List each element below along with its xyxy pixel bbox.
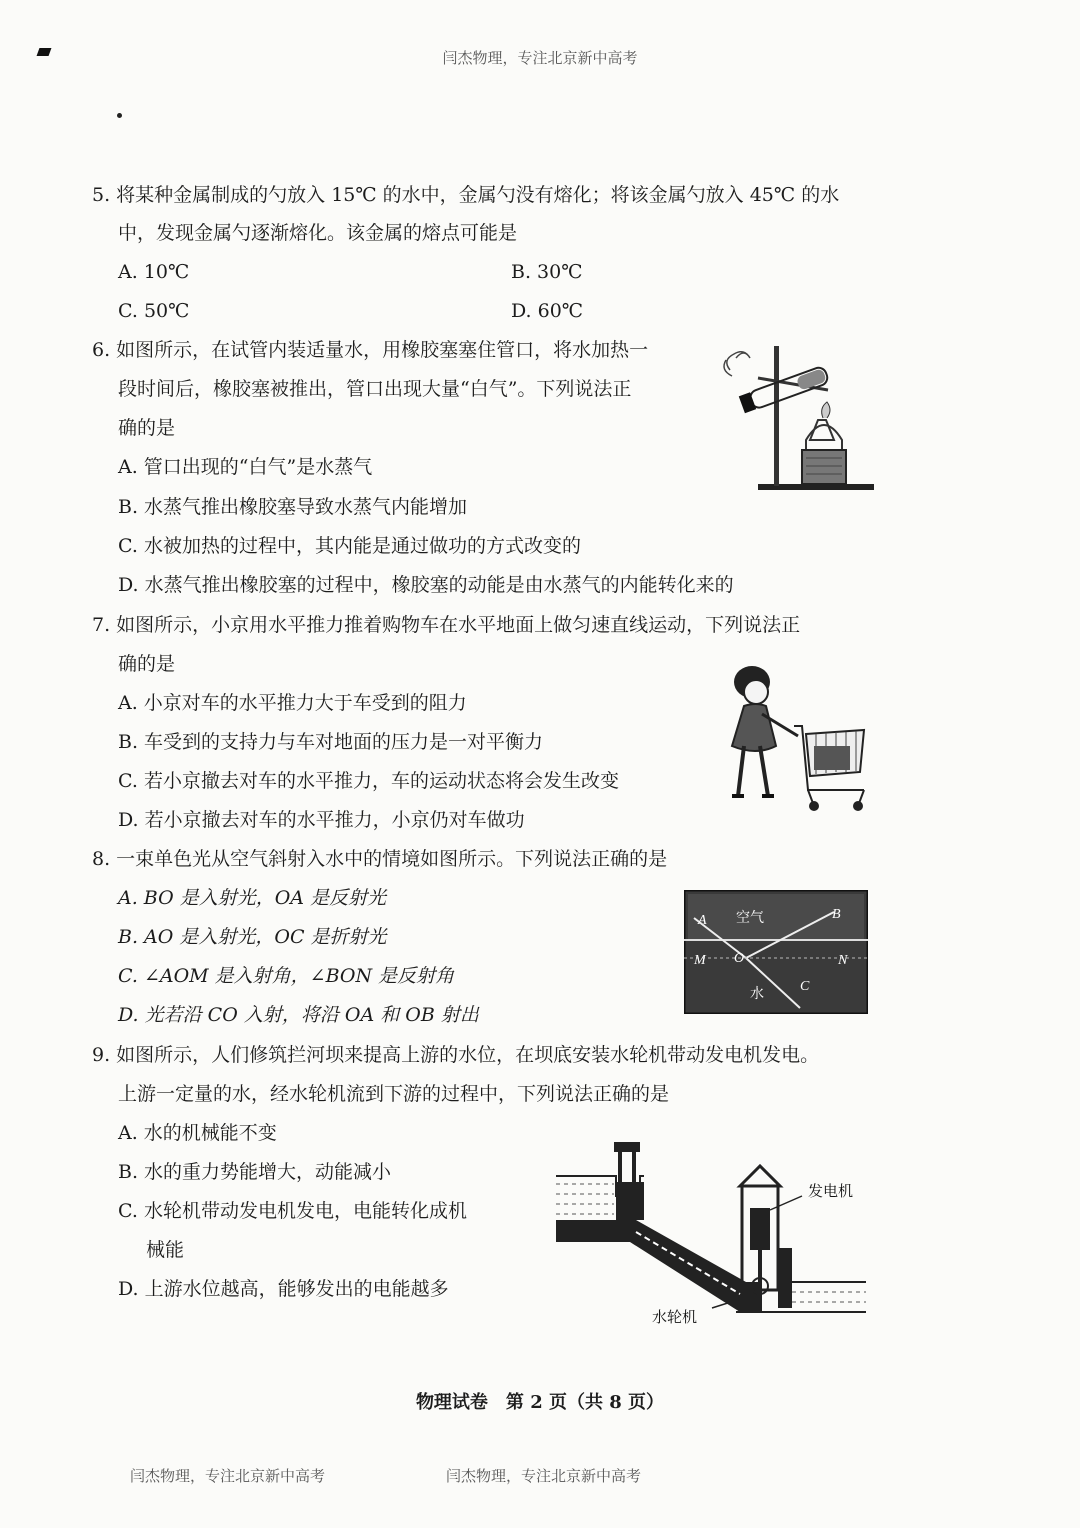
label-n: N — [838, 953, 848, 968]
q5-line2: 中，发现金属勺逐渐熔化。该金属的熔点可能是 — [118, 222, 518, 244]
label-m: M — [694, 953, 706, 968]
label-water: 水 — [750, 986, 764, 1002]
label-a: A — [698, 913, 707, 928]
watermark-left: 闫杰物理，专注北京新中高考 — [130, 1467, 326, 1485]
q5-option-a: A. 10℃ — [118, 261, 190, 283]
q9-line1: 9. 如图所示，人们修筑拦河坝来提高上游的水位，在坝底安装水轮机带动发电机发电。 — [92, 1044, 820, 1066]
scan-dot — [117, 113, 122, 118]
q6-option-a: A. 管口出现的“白气”是水蒸气 — [118, 456, 373, 478]
q5-option-b: B. 30℃ — [511, 261, 583, 283]
q8-line1: 8. 一束单色光从空气斜射入水中的情境如图所示。下列说法正确的是 — [92, 848, 668, 870]
q9-option-c-cont: 械能 — [146, 1239, 185, 1261]
label-turbine: 水轮机 — [652, 1308, 698, 1326]
q6-line2: 段时间后，橡胶塞被推出，管口出现大量“白气”。下列说法正 — [118, 378, 632, 400]
q7-option-b: B. 车受到的支持力与车对地面的压力是一对平衡力 — [118, 731, 544, 753]
test-tube-figure — [718, 340, 878, 492]
q6-option-b: B. 水蒸气推出橡胶塞导致水蒸气内能增加 — [118, 496, 468, 518]
shopping-cart-figure — [722, 660, 872, 818]
q9-option-c: C. 水轮机带动发电机发电，电能转化成机 — [118, 1200, 467, 1222]
label-o: O — [734, 951, 745, 966]
q8-option-b: B. AO 是入射光，OC 是折射光 — [118, 926, 387, 948]
q8-option-a: A. BO 是入射光，OA 是反射光 — [118, 887, 387, 909]
q6-line1: 6. 如图所示，在试管内装适量水，用橡胶塞塞住管口，将水加热一 — [92, 339, 649, 361]
q9-option-d: D. 上游水位越高，能够发出的电能越多 — [118, 1278, 449, 1300]
label-c: C — [800, 979, 810, 994]
q9-option-a: A. 水的机械能不变 — [118, 1122, 277, 1144]
q7-line2: 确的是 — [118, 653, 176, 675]
q8-option-c: C. ∠AOM 是入射角，∠BON 是反射角 — [118, 965, 455, 987]
refraction-figure — [684, 890, 868, 1014]
q7-line1: 7. 如图所示，小京用水平推力推着购物车在水平地面上做匀速直线运动，下列说法正 — [92, 614, 801, 636]
watermark-right: 闫杰物理，专注北京新中高考 — [446, 1467, 642, 1485]
q9-line2: 上游一定量的水，经水轮机流到下游的过程中，下列说法正确的是 — [118, 1083, 670, 1105]
q6-option-c: C. 水被加热的过程中，其内能是通过做功的方式改变的 — [118, 535, 581, 557]
label-b: B — [832, 907, 841, 922]
page-footer: 物理试卷 第 2 页（共 8 页） — [415, 1392, 665, 1413]
label-air: 空气 — [736, 910, 764, 926]
label-generator: 发电机 — [808, 1182, 854, 1200]
q7-option-c: C. 若小京撤去对车的水平推力，车的运动状态将会发生改变 — [118, 770, 619, 792]
q5-line1: 5. 将某种金属制成的勺放入 15℃ 的水中，金属勺没有熔化；将该金属勺放入 45℃ 的水 — [92, 184, 840, 206]
dam-figure — [556, 1136, 866, 1332]
q6-line3: 确的是 — [118, 417, 176, 439]
q5-option-d: D. 60℃ — [511, 300, 584, 322]
q7-option-a: A. 小京对车的水平推力大于车受到的阻力 — [118, 692, 467, 714]
q6-option-d: D. 水蒸气推出橡胶塞的过程中，橡胶塞的动能是由水蒸气的内能转化来的 — [118, 574, 734, 596]
q5-option-c: C. 50℃ — [118, 300, 190, 322]
page-header: 闫杰物理，专注北京新中高考 — [442, 49, 638, 67]
q9-option-b: B. 水的重力势能增大，动能减小 — [118, 1161, 392, 1183]
q7-option-d: D. 若小京撤去对车的水平推力，小京仍对车做功 — [118, 809, 525, 831]
q8-option-d: D. 光若沿 CO 入射，将沿 OA 和 OB 射出 — [118, 1004, 479, 1026]
